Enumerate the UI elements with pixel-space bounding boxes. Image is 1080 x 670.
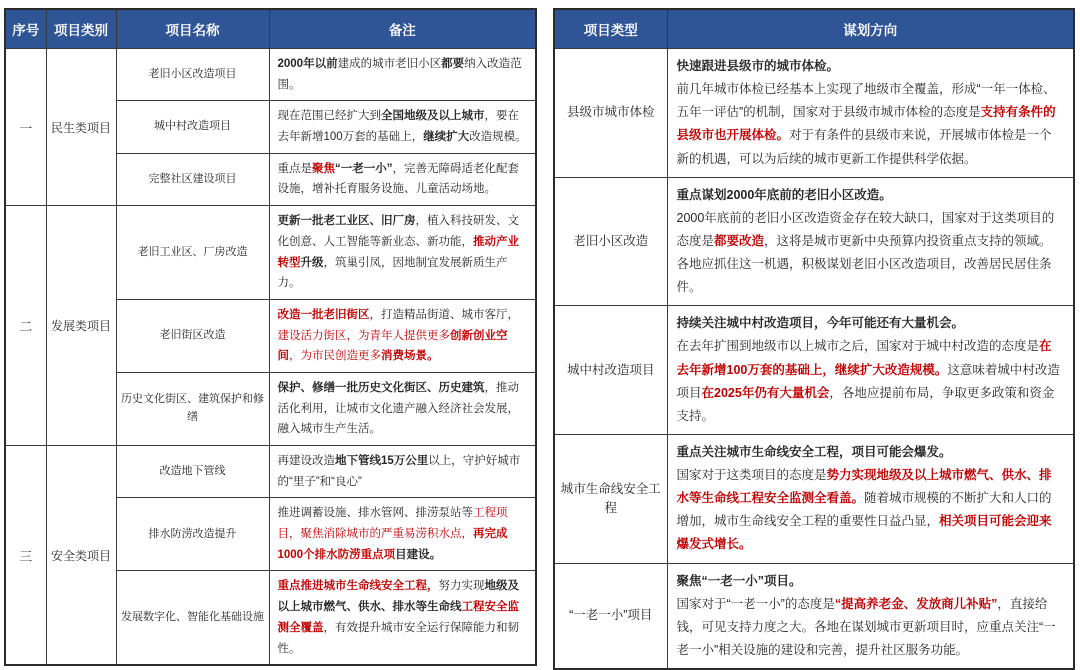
direction-title: 聚焦“一老一小”项目。 bbox=[676, 573, 802, 588]
note-cell bbox=[269, 571, 536, 665]
text-segment: ，筑巢引凤，因地制宜发展新质生产力。 bbox=[277, 256, 508, 290]
text-segment: 2000年以前 bbox=[277, 58, 338, 70]
text-segment: 纳入改造范围。 bbox=[277, 58, 522, 91]
table-row bbox=[554, 177, 1074, 306]
left-table-body bbox=[5, 49, 536, 666]
text-segment: 2000年底前的老旧小区改造资金存在较大缺口，国家对于这类项目的态度是 bbox=[676, 210, 1055, 248]
category-cell: 民生类项目 bbox=[46, 49, 116, 206]
project-name-cell: 老旧小区改造项目 bbox=[116, 49, 269, 101]
project-name-cell: 发展数字化、智能化基础设施 bbox=[116, 571, 269, 665]
serial-cell: 三 bbox=[5, 446, 46, 666]
text-segment: 改造规模。 bbox=[469, 131, 527, 144]
note-cell bbox=[269, 299, 536, 372]
direction-cell bbox=[667, 49, 1074, 178]
text-segment: 以上，守护好城市的“里子”和“良心” bbox=[277, 455, 521, 488]
header-category: 项目类别 bbox=[46, 9, 116, 49]
text-segment: 在2025年仍有大量机会 bbox=[701, 385, 830, 400]
type-cell: 县级市城市体检 bbox=[554, 49, 667, 178]
project-name-cell: 老旧街区改造 bbox=[116, 299, 269, 372]
planning-table bbox=[553, 8, 1075, 670]
text-segment: 随着城市规模的不断扩大和人口的增加，城市生命线安全工程的重要性日益凸显， bbox=[676, 491, 1052, 529]
text-segment: 前几年城市体检已经基本上实现了地级市全覆盖，形成“一年一体检、五年一评估”的机制，国家对于县级市城市体检的态度是 bbox=[676, 82, 1056, 120]
header-serial: 序号 bbox=[5, 9, 46, 49]
note-cell bbox=[269, 153, 536, 205]
note-cell bbox=[269, 49, 536, 101]
category-cell: 安全类项目 bbox=[46, 446, 116, 666]
right-table-body bbox=[554, 49, 1074, 670]
text-segment: 地级及以上城市燃气、供水、排水等生命线 bbox=[277, 580, 519, 614]
direction-body bbox=[677, 593, 1065, 662]
text-segment: ，直接给钱，可见支持力度之大。各地在谋划城市更新项目时，应重点关注“一老一小”相关设施的建设和完善，提升社区服务功能。 bbox=[676, 596, 1056, 657]
header-project-name: 项目名称 bbox=[116, 9, 269, 49]
text-segment: ，打造精品街道、城市客厅， bbox=[369, 308, 519, 321]
text-segment: 聚焦 bbox=[312, 162, 335, 175]
table-row bbox=[5, 446, 536, 498]
table-row bbox=[554, 434, 1074, 563]
text-segment: 在去年扩围到地级市以上城市之后，国家对于城中村改造的态度是 bbox=[676, 339, 1040, 354]
direction-cell bbox=[667, 177, 1074, 306]
project-name-cell: 排水防涝改造提升 bbox=[116, 498, 269, 571]
text-segment: ，完善无障碍适老化配套设施，增补托育服务设施、儿童活动场地。 bbox=[277, 162, 519, 196]
type-cell: “一老一小”项目 bbox=[554, 563, 667, 669]
type-cell: 城市生命线安全工程 bbox=[554, 434, 667, 563]
header-project-type: 项目类型 bbox=[554, 9, 667, 49]
text-segment: 相关项目可能会迎来爆发式增长。 bbox=[676, 514, 1052, 552]
direction-cell bbox=[667, 434, 1074, 563]
text-segment: 升级 bbox=[300, 256, 324, 269]
type-cell: 老旧小区改造 bbox=[554, 177, 667, 306]
text-segment: ，要在去年新增100万套的基础上， bbox=[277, 110, 519, 144]
direction-body bbox=[677, 207, 1065, 300]
text-segment: 改造一批老旧街区 bbox=[277, 308, 370, 321]
note-cell bbox=[269, 101, 536, 153]
text-segment: 建成的城市老旧小区 bbox=[337, 58, 442, 70]
text-segment: 推进调蓄设施、排水管网、排涝泵站等 bbox=[277, 507, 473, 520]
text-segment: 推动产业转型 bbox=[277, 235, 519, 269]
text-segment: 重点是 bbox=[277, 162, 312, 175]
text-segment: 势力实现地级及以上城市燃气、供水、排水等生命线工程安全监测全看盖。 bbox=[676, 468, 1052, 506]
projects-table bbox=[4, 8, 537, 666]
project-name-cell: 完整社区建设项目 bbox=[116, 153, 269, 205]
text-segment: “一老一小” bbox=[335, 162, 393, 175]
text-segment: 工程安全监测全覆盖 bbox=[277, 601, 519, 634]
text-segment: ，为市民创造更多 bbox=[289, 350, 381, 363]
direction-cell bbox=[667, 306, 1074, 435]
serial-cell: 二 bbox=[5, 206, 46, 446]
text-segment: 保护、修缮一批历史文化街区、历史建筑 bbox=[277, 381, 485, 394]
project-name-cell: 历史文化街区、建筑保护和修缮 bbox=[116, 372, 269, 445]
text-segment: 国家对于“一老一小”的态度是 bbox=[676, 596, 835, 611]
table-row bbox=[5, 206, 536, 300]
text-segment: 现在范围已经扩大到 bbox=[277, 110, 381, 123]
text-segment: 都要改造 bbox=[714, 233, 765, 248]
note-cell bbox=[269, 206, 536, 300]
note-cell bbox=[269, 498, 536, 571]
note-cell bbox=[269, 372, 536, 445]
text-segment: 工程项目，聚焦消除城市的严重易涝积水点， bbox=[277, 507, 508, 541]
text-segment: 对于有条件的县级市来说，开展城市体检是一个新的机遇，可以为后续的城市更新工作提供科学依据。 bbox=[676, 128, 1052, 166]
text-segment: 创新创业空间 bbox=[277, 329, 508, 363]
table-row bbox=[554, 49, 1074, 178]
text-segment: 消费场景。 bbox=[381, 350, 439, 363]
text-segment: 都要 bbox=[441, 58, 465, 70]
text-segment: 国家对于这类项目的态度是 bbox=[676, 468, 827, 482]
text-segment: ，这将是城市更新中央预算内投资重点支持的领域。各地应抓住这一机遇，积极谋划老旧小区改造项目，改善居民居住条件。 bbox=[676, 233, 1052, 295]
type-cell: 城中村改造项目 bbox=[554, 306, 667, 435]
direction-title: 快速跟进县级市的城市体检。 bbox=[676, 59, 840, 73]
text-segment: ，有效提升城市安全运行保障能力和韧性。 bbox=[277, 621, 519, 655]
projects-table-header bbox=[5, 9, 536, 49]
header-row bbox=[5, 9, 536, 49]
serial-cell: 一 bbox=[5, 49, 46, 206]
text-segment: 这意味着城中村改造项目 bbox=[676, 362, 1060, 400]
text-segment: 在去年新增100万套的基础上，继续扩大改造规模。 bbox=[676, 339, 1052, 377]
direction-body bbox=[677, 335, 1065, 428]
header-note: 备注 bbox=[269, 9, 536, 49]
text-segment: 建设活力街区，为青年人提供更多 bbox=[277, 329, 450, 342]
text-segment: 地下管线15万公里 bbox=[335, 455, 429, 467]
text-segment: 努力实现 bbox=[438, 580, 485, 593]
header-row bbox=[554, 9, 1074, 49]
direction-title: 重点关注城市生命线安全工程，项目可能会爆发。 bbox=[676, 444, 952, 459]
text-segment: 再建设改造 bbox=[277, 455, 335, 467]
table-row bbox=[554, 563, 1074, 669]
text-segment: 继续扩大 bbox=[423, 131, 470, 144]
project-name-cell: 老旧工业区、厂房改造 bbox=[116, 206, 269, 300]
text-segment: ，各地应提前布局，争取更多政策和资金支持。 bbox=[676, 385, 1055, 423]
direction-title: 持续关注城中村改造项目，今年可能还有大量机会。 bbox=[676, 316, 965, 331]
text-segment: 全国地级及以上城市 bbox=[381, 110, 485, 123]
direction-cell bbox=[667, 563, 1074, 669]
header-planning-direction: 谋划方向 bbox=[667, 9, 1074, 49]
project-name-cell: 改造地下管线 bbox=[116, 446, 269, 498]
text-segment: 再完成1000个排水防涝重点项 bbox=[277, 528, 508, 561]
project-name-cell: 城中村改造项目 bbox=[116, 101, 269, 153]
direction-body bbox=[677, 464, 1065, 557]
direction-body bbox=[677, 78, 1065, 171]
text-segment: “提高养老金、发放商儿补贴” bbox=[834, 596, 998, 611]
text-segment: ，植入科技研发、文化创意、人工智能等新业态、新功能， bbox=[277, 215, 519, 248]
text-segment: 目建设。 bbox=[395, 548, 442, 561]
text-segment: 重点推进城市生命线安全工程， bbox=[277, 580, 439, 593]
category-cell: 发展类项目 bbox=[46, 206, 116, 446]
text-segment: 更新一批老工业区、旧厂房 bbox=[277, 215, 416, 228]
text-segment: ，推动活化利用，让城市文化遗产融入经济社会发展，融入城市生产生活。 bbox=[277, 381, 519, 436]
text-segment: 支持有条件的县级市也开展体检。 bbox=[676, 105, 1056, 143]
direction-title: 重点谋划2000年底前的老旧小区改造。 bbox=[676, 187, 892, 202]
planning-table-header bbox=[554, 9, 1074, 49]
table-row bbox=[554, 306, 1074, 435]
table-row bbox=[5, 49, 536, 101]
note-cell bbox=[269, 446, 536, 498]
